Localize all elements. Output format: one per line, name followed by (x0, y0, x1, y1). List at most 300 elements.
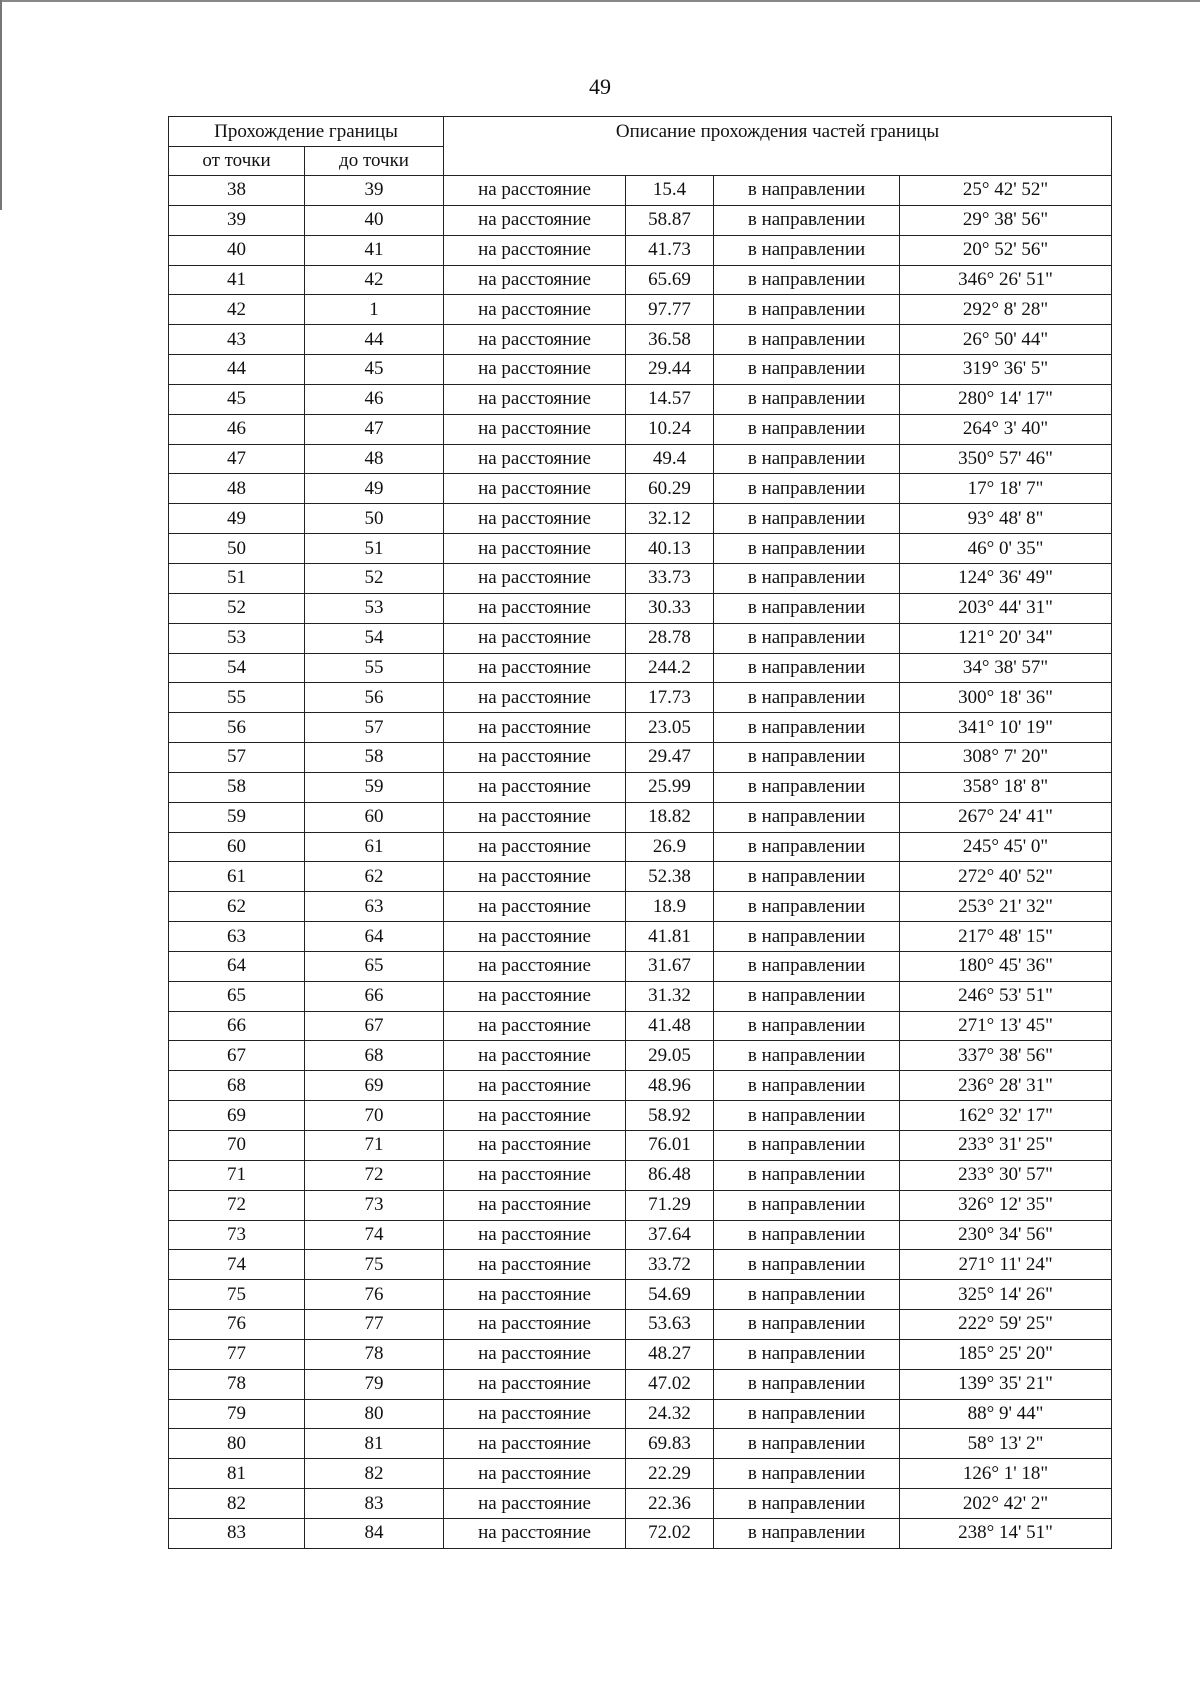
cell-distance-value: 69.83 (626, 1429, 714, 1459)
cell-distance-value: 31.67 (626, 951, 714, 981)
cell-bearing-value: 253° 21' 32" (900, 892, 1112, 922)
cell-distance-value: 65.69 (626, 265, 714, 295)
cell-to-point: 73 (305, 1190, 444, 1220)
cell-distance-value: 72.02 (626, 1518, 714, 1548)
cell-distance-value: 58.92 (626, 1101, 714, 1131)
cell-direction-label: в направлении (714, 951, 900, 981)
cell-from-point: 83 (169, 1518, 305, 1548)
cell-to-point: 62 (305, 862, 444, 892)
cell-distance-label: на расстояние (444, 623, 626, 653)
cell-from-point: 61 (169, 862, 305, 892)
cell-distance-value: 25.99 (626, 772, 714, 802)
cell-from-point: 60 (169, 832, 305, 862)
table-row (169, 355, 1112, 385)
cell-to-point: 69 (305, 1071, 444, 1101)
cell-distance-value: 22.36 (626, 1489, 714, 1519)
scan-left-edge (0, 0, 2, 210)
table-row (169, 1518, 1112, 1548)
table-header (169, 117, 1112, 176)
cell-distance-label: на расстояние (444, 504, 626, 534)
cell-distance-label: на расстояние (444, 355, 626, 385)
cell-direction-label: в направлении (714, 802, 900, 832)
cell-bearing-value: 233° 30' 57" (900, 1160, 1112, 1190)
table-row (169, 1190, 1112, 1220)
cell-distance-label: на расстояние (444, 951, 626, 981)
cell-distance-label: на расстояние (444, 922, 626, 952)
cell-from-point: 53 (169, 623, 305, 653)
cell-distance-label: на расстояние (444, 1220, 626, 1250)
cell-bearing-value: 358° 18' 8" (900, 772, 1112, 802)
cell-from-point: 41 (169, 265, 305, 295)
cell-to-point: 52 (305, 563, 444, 593)
table-row (169, 1101, 1112, 1131)
cell-distance-label: на расстояние (444, 1190, 626, 1220)
cell-bearing-value: 341° 10' 19" (900, 713, 1112, 743)
cell-to-point: 64 (305, 922, 444, 952)
cell-bearing-value: 326° 12' 35" (900, 1190, 1112, 1220)
cell-to-point: 47 (305, 414, 444, 444)
cell-to-point: 54 (305, 623, 444, 653)
cell-distance-value: 31.32 (626, 981, 714, 1011)
cell-direction-label: в направлении (714, 1131, 900, 1161)
cell-direction-label: в направлении (714, 1369, 900, 1399)
cell-distance-value: 60.29 (626, 474, 714, 504)
cell-to-point: 78 (305, 1339, 444, 1369)
cell-distance-value: 22.29 (626, 1459, 714, 1489)
cell-distance-label: на расстояние (444, 1160, 626, 1190)
cell-distance-label: на расстояние (444, 892, 626, 922)
table-row (169, 1310, 1112, 1340)
table-row (169, 862, 1112, 892)
table-row (169, 623, 1112, 653)
cell-from-point: 57 (169, 743, 305, 773)
cell-direction-label: в направлении (714, 832, 900, 862)
cell-distance-label: на расстояние (444, 802, 626, 832)
header-description: Описание прохождения частей границы (444, 117, 1112, 176)
cell-distance-label: на расстояние (444, 743, 626, 773)
cell-distance-value: 18.82 (626, 802, 714, 832)
cell-bearing-value: 350° 57' 46" (900, 444, 1112, 474)
cell-direction-label: в направлении (714, 1399, 900, 1429)
cell-to-point: 79 (305, 1369, 444, 1399)
table-row (169, 474, 1112, 504)
cell-bearing-value: 271° 11' 24" (900, 1250, 1112, 1280)
cell-distance-value: 54.69 (626, 1280, 714, 1310)
cell-distance-value: 32.12 (626, 504, 714, 534)
header-passage: Прохождение границы (169, 117, 444, 147)
cell-to-point: 59 (305, 772, 444, 802)
cell-from-point: 59 (169, 802, 305, 832)
cell-from-point: 74 (169, 1250, 305, 1280)
cell-direction-label: в направлении (714, 623, 900, 653)
cell-from-point: 71 (169, 1160, 305, 1190)
cell-distance-label: на расстояние (444, 325, 626, 355)
cell-direction-label: в направлении (714, 922, 900, 952)
cell-direction-label: в направлении (714, 713, 900, 743)
header-row-top (169, 117, 1112, 147)
cell-from-point: 81 (169, 1459, 305, 1489)
cell-distance-label: на расстояние (444, 295, 626, 325)
cell-bearing-value: 25° 42' 52" (900, 176, 1112, 206)
cell-bearing-value: 88° 9' 44" (900, 1399, 1112, 1429)
cell-distance-value: 71.29 (626, 1190, 714, 1220)
cell-bearing-value: 17° 18' 7" (900, 474, 1112, 504)
cell-distance-label: на расстояние (444, 1489, 626, 1519)
cell-direction-label: в направлении (714, 384, 900, 414)
cell-distance-value: 48.27 (626, 1339, 714, 1369)
cell-distance-label: на расстояние (444, 176, 626, 206)
cell-distance-value: 47.02 (626, 1369, 714, 1399)
cell-distance-label: на расстояние (444, 534, 626, 564)
cell-direction-label: в направлении (714, 235, 900, 265)
table-row (169, 653, 1112, 683)
cell-from-point: 54 (169, 653, 305, 683)
cell-distance-label: на расстояние (444, 593, 626, 623)
cell-bearing-value: 236° 28' 31" (900, 1071, 1112, 1101)
table-row (169, 593, 1112, 623)
table-row (169, 743, 1112, 773)
cell-to-point: 71 (305, 1131, 444, 1161)
cell-direction-label: в направлении (714, 205, 900, 235)
table-row (169, 1429, 1112, 1459)
cell-from-point: 39 (169, 205, 305, 235)
cell-from-point: 66 (169, 1011, 305, 1041)
table-row (169, 563, 1112, 593)
cell-bearing-value: 300° 18' 36" (900, 683, 1112, 713)
table-row (169, 772, 1112, 802)
cell-distance-label: на расстояние (444, 981, 626, 1011)
table-row (169, 1250, 1112, 1280)
cell-bearing-value: 245° 45' 0" (900, 832, 1112, 862)
table-row (169, 444, 1112, 474)
table-row (169, 1071, 1112, 1101)
cell-to-point: 67 (305, 1011, 444, 1041)
header-from-point: от точки (169, 147, 305, 176)
cell-direction-label: в направлении (714, 265, 900, 295)
cell-to-point: 60 (305, 802, 444, 832)
cell-distance-label: на расстояние (444, 1041, 626, 1071)
cell-bearing-value: 222° 59' 25" (900, 1310, 1112, 1340)
table-row (169, 504, 1112, 534)
page-number: 49 (589, 74, 611, 99)
cell-to-point: 1 (305, 295, 444, 325)
cell-to-point: 84 (305, 1518, 444, 1548)
cell-direction-label: в направлении (714, 1429, 900, 1459)
table-row (169, 892, 1112, 922)
table-row (169, 1489, 1112, 1519)
cell-distance-label: на расстояние (444, 1339, 626, 1369)
cell-distance-label: на расстояние (444, 1518, 626, 1548)
cell-distance-value: 29.44 (626, 355, 714, 385)
cell-direction-label: в направлении (714, 1310, 900, 1340)
cell-from-point: 43 (169, 325, 305, 355)
cell-bearing-value: 337° 38' 56" (900, 1041, 1112, 1071)
cell-distance-value: 26.9 (626, 832, 714, 862)
cell-distance-label: на расстояние (444, 384, 626, 414)
cell-to-point: 49 (305, 474, 444, 504)
cell-bearing-value: 162° 32' 17" (900, 1101, 1112, 1131)
cell-direction-label: в направлении (714, 772, 900, 802)
cell-distance-label: на расстояние (444, 713, 626, 743)
cell-to-point: 75 (305, 1250, 444, 1280)
cell-from-point: 75 (169, 1280, 305, 1310)
cell-distance-label: на расстояние (444, 653, 626, 683)
cell-direction-label: в направлении (714, 474, 900, 504)
cell-bearing-value: 238° 14' 51" (900, 1518, 1112, 1548)
cell-distance-value: 28.78 (626, 623, 714, 653)
cell-direction-label: в направлении (714, 1489, 900, 1519)
cell-distance-value: 37.64 (626, 1220, 714, 1250)
cell-direction-label: в направлении (714, 1190, 900, 1220)
cell-distance-label: на расстояние (444, 1399, 626, 1429)
cell-direction-label: в направлении (714, 534, 900, 564)
cell-distance-value: 18.9 (626, 892, 714, 922)
cell-direction-label: в направлении (714, 414, 900, 444)
cell-from-point: 38 (169, 176, 305, 206)
cell-distance-label: на расстояние (444, 1071, 626, 1101)
cell-direction-label: в направлении (714, 1101, 900, 1131)
cell-direction-label: в направлении (714, 1160, 900, 1190)
cell-from-point: 47 (169, 444, 305, 474)
table-row (169, 683, 1112, 713)
cell-to-point: 68 (305, 1041, 444, 1071)
table-row (169, 1399, 1112, 1429)
cell-distance-label: на расстояние (444, 1459, 626, 1489)
cell-to-point: 46 (305, 384, 444, 414)
cell-distance-label: на расстояние (444, 235, 626, 265)
cell-to-point: 82 (305, 1459, 444, 1489)
cell-bearing-value: 139° 35' 21" (900, 1369, 1112, 1399)
cell-bearing-value: 20° 52' 56" (900, 235, 1112, 265)
cell-distance-label: на расстояние (444, 862, 626, 892)
table-row (169, 1160, 1112, 1190)
cell-from-point: 56 (169, 713, 305, 743)
cell-to-point: 39 (305, 176, 444, 206)
cell-to-point: 77 (305, 1310, 444, 1340)
cell-to-point: 40 (305, 205, 444, 235)
cell-to-point: 55 (305, 653, 444, 683)
cell-to-point: 58 (305, 743, 444, 773)
cell-bearing-value: 185° 25' 20" (900, 1339, 1112, 1369)
cell-distance-label: на расстояние (444, 1101, 626, 1131)
cell-from-point: 50 (169, 534, 305, 564)
cell-bearing-value: 46° 0' 35" (900, 534, 1112, 564)
cell-distance-value: 41.81 (626, 922, 714, 952)
scan-top-edge (0, 0, 1200, 2)
cell-to-point: 61 (305, 832, 444, 862)
cell-to-point: 57 (305, 713, 444, 743)
cell-direction-label: в направлении (714, 1459, 900, 1489)
table-row (169, 534, 1112, 564)
cell-direction-label: в направлении (714, 653, 900, 683)
cell-bearing-value: 267° 24' 41" (900, 802, 1112, 832)
cell-to-point: 48 (305, 444, 444, 474)
cell-distance-label: на расстояние (444, 683, 626, 713)
table-row (169, 981, 1112, 1011)
table-row (169, 235, 1112, 265)
table-row (169, 414, 1112, 444)
cell-distance-label: на расстояние (444, 1429, 626, 1459)
cell-distance-value: 10.24 (626, 414, 714, 444)
table-row (169, 384, 1112, 414)
cell-direction-label: в направлении (714, 1220, 900, 1250)
cell-direction-label: в направлении (714, 563, 900, 593)
table-row (169, 1041, 1112, 1071)
cell-direction-label: в направлении (714, 1339, 900, 1369)
cell-distance-value: 40.13 (626, 534, 714, 564)
cell-from-point: 46 (169, 414, 305, 444)
table-row (169, 1339, 1112, 1369)
cell-direction-label: в направлении (714, 1250, 900, 1280)
table-row (169, 1280, 1112, 1310)
cell-from-point: 79 (169, 1399, 305, 1429)
cell-bearing-value: 202° 42' 2" (900, 1489, 1112, 1519)
table-row (169, 1459, 1112, 1489)
cell-distance-value: 30.33 (626, 593, 714, 623)
cell-to-point: 51 (305, 534, 444, 564)
cell-from-point: 48 (169, 474, 305, 504)
cell-to-point: 56 (305, 683, 444, 713)
cell-from-point: 55 (169, 683, 305, 713)
cell-direction-label: в направлении (714, 355, 900, 385)
cell-from-point: 73 (169, 1220, 305, 1250)
cell-distance-value: 14.57 (626, 384, 714, 414)
cell-direction-label: в направлении (714, 1071, 900, 1101)
table-body (169, 176, 1112, 1549)
cell-distance-value: 17.73 (626, 683, 714, 713)
cell-from-point: 76 (169, 1310, 305, 1340)
cell-distance-label: на расстояние (444, 772, 626, 802)
cell-distance-value: 29.05 (626, 1041, 714, 1071)
cell-distance-label: на расстояние (444, 1369, 626, 1399)
cell-from-point: 51 (169, 563, 305, 593)
cell-to-point: 42 (305, 265, 444, 295)
cell-distance-value: 76.01 (626, 1131, 714, 1161)
cell-from-point: 82 (169, 1489, 305, 1519)
cell-to-point: 63 (305, 892, 444, 922)
cell-distance-label: на расстояние (444, 1280, 626, 1310)
cell-distance-value: 24.32 (626, 1399, 714, 1429)
cell-to-point: 50 (305, 504, 444, 534)
cell-from-point: 65 (169, 981, 305, 1011)
cell-bearing-value: 264° 3' 40" (900, 414, 1112, 444)
cell-distance-label: на расстояние (444, 414, 626, 444)
cell-bearing-value: 34° 38' 57" (900, 653, 1112, 683)
table-row (169, 1131, 1112, 1161)
cell-from-point: 68 (169, 1071, 305, 1101)
cell-bearing-value: 230° 34' 56" (900, 1220, 1112, 1250)
cell-from-point: 77 (169, 1339, 305, 1369)
cell-to-point: 45 (305, 355, 444, 385)
cell-to-point: 83 (305, 1489, 444, 1519)
cell-to-point: 74 (305, 1220, 444, 1250)
cell-direction-label: в направлении (714, 892, 900, 922)
cell-from-point: 44 (169, 355, 305, 385)
cell-from-point: 72 (169, 1190, 305, 1220)
cell-from-point: 78 (169, 1369, 305, 1399)
cell-distance-value: 41.48 (626, 1011, 714, 1041)
table-row (169, 951, 1112, 981)
cell-distance-value: 58.87 (626, 205, 714, 235)
cell-direction-label: в направлении (714, 1280, 900, 1310)
table-row (169, 713, 1112, 743)
cell-from-point: 80 (169, 1429, 305, 1459)
cell-to-point: 80 (305, 1399, 444, 1429)
cell-distance-label: на расстояние (444, 1011, 626, 1041)
cell-bearing-value: 203° 44' 31" (900, 593, 1112, 623)
cell-distance-value: 23.05 (626, 713, 714, 743)
cell-distance-value: 53.63 (626, 1310, 714, 1340)
cell-direction-label: в направлении (714, 176, 900, 206)
cell-from-point: 62 (169, 892, 305, 922)
cell-distance-label: на расстояние (444, 444, 626, 474)
cell-distance-value: 97.77 (626, 295, 714, 325)
table-row (169, 832, 1112, 862)
cell-from-point: 70 (169, 1131, 305, 1161)
cell-direction-label: в направлении (714, 862, 900, 892)
cell-distance-label: на расстояние (444, 1310, 626, 1340)
cell-direction-label: в направлении (714, 325, 900, 355)
cell-distance-label: на расстояние (444, 1131, 626, 1161)
cell-from-point: 58 (169, 772, 305, 802)
cell-to-point: 66 (305, 981, 444, 1011)
cell-distance-label: на расстояние (444, 832, 626, 862)
cell-to-point: 44 (305, 325, 444, 355)
cell-distance-value: 86.48 (626, 1160, 714, 1190)
table-row (169, 922, 1112, 952)
cell-direction-label: в направлении (714, 1041, 900, 1071)
cell-bearing-value: 272° 40' 52" (900, 862, 1112, 892)
cell-from-point: 64 (169, 951, 305, 981)
cell-distance-label: на расстояние (444, 474, 626, 504)
table-row (169, 325, 1112, 355)
cell-bearing-value: 233° 31' 25" (900, 1131, 1112, 1161)
cell-from-point: 67 (169, 1041, 305, 1071)
cell-distance-value: 15.4 (626, 176, 714, 206)
cell-to-point: 81 (305, 1429, 444, 1459)
cell-distance-value: 244.2 (626, 653, 714, 683)
cell-bearing-value: 58° 13' 2" (900, 1429, 1112, 1459)
cell-direction-label: в направлении (714, 981, 900, 1011)
cell-from-point: 40 (169, 235, 305, 265)
cell-from-point: 69 (169, 1101, 305, 1131)
cell-to-point: 65 (305, 951, 444, 981)
cell-distance-value: 33.72 (626, 1250, 714, 1280)
boundary-table (168, 116, 1112, 1549)
cell-bearing-value: 325° 14' 26" (900, 1280, 1112, 1310)
table-row (169, 176, 1112, 206)
cell-bearing-value: 124° 36' 49" (900, 563, 1112, 593)
cell-to-point: 70 (305, 1101, 444, 1131)
cell-direction-label: в направлении (714, 593, 900, 623)
cell-bearing-value: 346° 26' 51" (900, 265, 1112, 295)
cell-direction-label: в направлении (714, 1011, 900, 1041)
cell-from-point: 52 (169, 593, 305, 623)
table-row (169, 295, 1112, 325)
cell-distance-value: 29.47 (626, 743, 714, 773)
cell-distance-label: на расстояние (444, 563, 626, 593)
cell-to-point: 76 (305, 1280, 444, 1310)
cell-bearing-value: 29° 38' 56" (900, 205, 1112, 235)
cell-bearing-value: 126° 1' 18" (900, 1459, 1112, 1489)
table-row (169, 205, 1112, 235)
cell-from-point: 63 (169, 922, 305, 952)
cell-from-point: 42 (169, 295, 305, 325)
header-to-point: до точки (305, 147, 444, 176)
cell-bearing-value: 280° 14' 17" (900, 384, 1112, 414)
cell-from-point: 45 (169, 384, 305, 414)
cell-bearing-value: 121° 20' 34" (900, 623, 1112, 653)
